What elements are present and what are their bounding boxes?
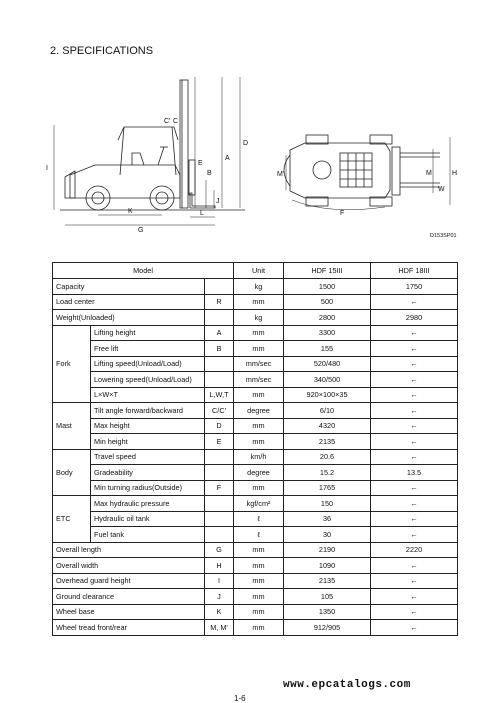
row-symbol: M, M' [205, 620, 234, 636]
table-row [53, 387, 458, 403]
row-label: Max hydraulic pressure [91, 496, 205, 512]
row-label: Tilt angle forward/backward [91, 403, 205, 419]
row-symbol [205, 449, 234, 465]
header-unit: Unit [234, 263, 284, 279]
row-value-1: 4320 [284, 418, 371, 434]
row-unit: mm [234, 387, 284, 403]
row-value-1: 36 [284, 511, 371, 527]
row-unit: mm [234, 558, 284, 574]
row-value-1: 2135 [284, 573, 371, 589]
row-value-2: ← [371, 434, 458, 450]
row-symbol [205, 279, 234, 295]
row-value-2: 2220 [371, 542, 458, 558]
row-value-2: ← [371, 356, 458, 372]
row-label: Capacity [53, 279, 205, 295]
table-row [53, 542, 458, 558]
row-unit: kgf/cm² [234, 496, 284, 512]
row-symbol: F [205, 480, 234, 496]
table-row [53, 449, 458, 465]
header-model: Model [53, 263, 234, 279]
row-symbol: L,W,T [205, 387, 234, 403]
table-row [53, 558, 458, 574]
row-value-2: ← [371, 294, 458, 310]
row-group: Fork [53, 325, 91, 403]
row-value-2: ← [371, 527, 458, 543]
row-group: Body [53, 449, 91, 496]
label-m-prime: M' [277, 171, 285, 178]
label-b: B [207, 170, 212, 177]
row-unit: mm [234, 294, 284, 310]
row-value-2: ← [371, 387, 458, 403]
watermark: www.epcatalogs.com [283, 679, 411, 691]
table-row [53, 496, 458, 512]
row-unit: mm [234, 573, 284, 589]
table-row [53, 573, 458, 589]
row-label: L×W×T [91, 387, 205, 403]
row-unit: mm [234, 620, 284, 636]
table-row [53, 294, 458, 310]
row-label: Lifting speed(Unload/Load) [91, 356, 205, 372]
row-label: Hydraulic oil tank [91, 511, 205, 527]
specifications-table [52, 262, 458, 636]
row-value-2: 1750 [371, 279, 458, 295]
row-value-1: 920×100×35 [284, 387, 371, 403]
label-h: H [452, 170, 458, 177]
forklift-dimension-drawing [40, 65, 460, 235]
row-label: Overall width [53, 558, 205, 574]
row-unit: km/h [234, 449, 284, 465]
label-k: K [128, 208, 133, 215]
row-label: Weight(Unloaded) [53, 310, 205, 326]
row-value-1: 912/905 [284, 620, 371, 636]
row-label: Overhead guard height [53, 573, 205, 589]
row-value-2: ← [371, 496, 458, 512]
row-label: Travel speed [91, 449, 205, 465]
row-value-2: ← [371, 604, 458, 620]
row-unit: mm [234, 480, 284, 496]
row-label: Max height [91, 418, 205, 434]
row-symbol [205, 511, 234, 527]
row-value-1: 2800 [284, 310, 371, 326]
row-value-1: 520/480 [284, 356, 371, 372]
row-unit: ℓ [234, 511, 284, 527]
row-label: Overall length [53, 542, 205, 558]
row-label: Min turning radius(Outside) [91, 480, 205, 496]
row-symbol: C/C' [205, 403, 234, 419]
row-value-1: 105 [284, 589, 371, 605]
row-value-2: 2980 [371, 310, 458, 326]
page-title: 2. SPECIFICATIONS [50, 45, 154, 57]
table-row [53, 620, 458, 636]
row-unit: mm [234, 604, 284, 620]
row-symbol [205, 356, 234, 372]
table-row [53, 279, 458, 295]
row-value-1: 30 [284, 527, 371, 543]
row-value-2: ← [371, 403, 458, 419]
row-symbol: E [205, 434, 234, 450]
row-value-1: 20.6 [284, 449, 371, 465]
table-row [53, 356, 458, 372]
row-symbol: I [205, 573, 234, 589]
row-value-1: 340/500 [284, 372, 371, 388]
row-label: Lifting height [91, 325, 205, 341]
row-value-1: 1350 [284, 604, 371, 620]
row-value-2: ← [371, 480, 458, 496]
row-label: Lowering speed(Unload/Load) [91, 372, 205, 388]
row-symbol: B [205, 341, 234, 357]
row-symbol: D [205, 418, 234, 434]
label-e: E [198, 160, 203, 167]
row-value-2: ← [371, 341, 458, 357]
row-unit: degree [234, 465, 284, 481]
label-l: L [200, 210, 204, 217]
table-row [53, 403, 458, 419]
table-row [53, 325, 458, 341]
row-group: ETC [53, 496, 91, 543]
row-unit: mm [234, 325, 284, 341]
table-row [53, 480, 458, 496]
label-c-prime: C' [164, 118, 171, 125]
row-label: Wheel base [53, 604, 205, 620]
row-symbol: K [205, 604, 234, 620]
row-label: Min height [91, 434, 205, 450]
row-label: Gradeability [91, 465, 205, 481]
row-value-1: 3300 [284, 325, 371, 341]
label-i: I [46, 165, 48, 172]
label-j: J [216, 198, 220, 205]
row-label: Wheel tread front/rear [53, 620, 205, 636]
row-symbol: G [205, 542, 234, 558]
table-row [53, 372, 458, 388]
figure-code: D153SP01 [430, 233, 457, 239]
row-unit: mm/sec [234, 356, 284, 372]
label-m: M [426, 170, 432, 177]
row-symbol [205, 372, 234, 388]
top-view-labels [277, 170, 457, 217]
row-unit: mm [234, 434, 284, 450]
row-group: Mast [53, 403, 91, 450]
label-w: W [438, 186, 445, 193]
row-unit: mm [234, 542, 284, 558]
row-unit: mm/sec [234, 372, 284, 388]
row-label: Fuel tank [91, 527, 205, 543]
row-value-1: 150 [284, 496, 371, 512]
row-unit: mm [234, 418, 284, 434]
row-value-1: 500 [284, 294, 371, 310]
side-view-labels [46, 118, 248, 234]
row-value-2: ← [371, 511, 458, 527]
row-unit: degree [234, 403, 284, 419]
row-value-1: 155 [284, 341, 371, 357]
row-value-2: ← [371, 573, 458, 589]
row-value-2: ← [371, 620, 458, 636]
table-row [53, 604, 458, 620]
row-unit: kg [234, 310, 284, 326]
table-row [53, 511, 458, 527]
page-number: 1-6 [234, 694, 246, 703]
row-value-2: ← [371, 372, 458, 388]
row-symbol [205, 527, 234, 543]
row-label: Load center [53, 294, 205, 310]
label-g: G [138, 227, 144, 234]
row-symbol: J [205, 589, 234, 605]
row-value-1: 1090 [284, 558, 371, 574]
row-symbol [205, 310, 234, 326]
row-value-1: 2135 [284, 434, 371, 450]
table-row [53, 418, 458, 434]
row-value-2: ← [371, 558, 458, 574]
row-label: Free lift [91, 341, 205, 357]
row-value-1: 1500 [284, 279, 371, 295]
row-unit: kg [234, 279, 284, 295]
row-value-2: ← [371, 449, 458, 465]
label-d: D [243, 140, 249, 147]
header-model-2: HDF 18III [371, 263, 458, 279]
table-row [53, 527, 458, 543]
row-value-1: 15.2 [284, 465, 371, 481]
row-symbol: A [205, 325, 234, 341]
row-value-2: ← [371, 589, 458, 605]
table-row [53, 589, 458, 605]
label-f: F [340, 210, 345, 217]
row-symbol: R [205, 294, 234, 310]
table-row [53, 465, 458, 481]
label-c: C [173, 118, 179, 125]
row-value-1: 1765 [284, 480, 371, 496]
table-row [53, 341, 458, 357]
row-value-2: ← [371, 418, 458, 434]
table-row [53, 434, 458, 450]
row-value-2: 13.5 [371, 465, 458, 481]
row-value-1: 6/10 [284, 403, 371, 419]
table-row [53, 310, 458, 326]
row-value-1: 2190 [284, 542, 371, 558]
row-unit: mm [234, 341, 284, 357]
row-symbol [205, 465, 234, 481]
label-a: A [225, 155, 230, 162]
row-symbol [205, 496, 234, 512]
row-label: Ground clearance [53, 589, 205, 605]
row-value-2: ← [371, 325, 458, 341]
header-model-1: HDF 15III [284, 263, 371, 279]
row-unit: ℓ [234, 527, 284, 543]
row-unit: mm [234, 589, 284, 605]
row-symbol: H [205, 558, 234, 574]
table-header-row [53, 263, 458, 279]
